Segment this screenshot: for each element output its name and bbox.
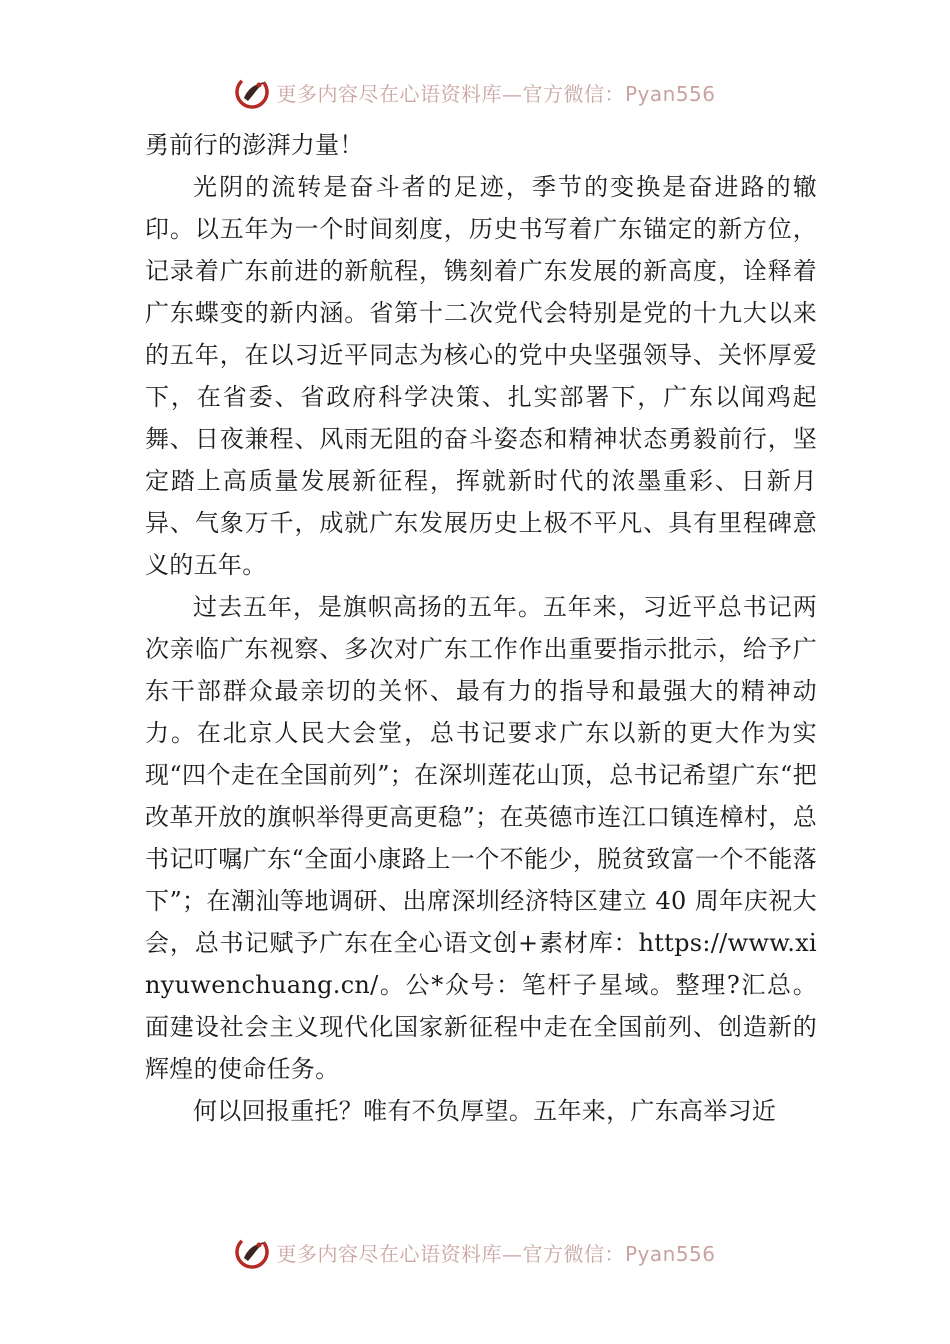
header-wechat-id: Pyan556 (624, 81, 716, 106)
header-promo (276, 78, 715, 107)
footer-banner (0, 1230, 950, 1274)
footer-promo (276, 1238, 715, 1267)
logo-icon (234, 74, 270, 110)
header-promo-text: 更多内容尽在心语资料库—官方微信： (276, 81, 625, 106)
footer-wechat-id: Pyan556 (624, 1241, 716, 1266)
paragraph-repay-trust: 何以回报重托？唯有不负厚望。五年来，广东高举习近 (193, 1097, 777, 1125)
logo-icon (234, 1234, 270, 1270)
footer-promo-text: 更多内容尽在心语资料库—官方微信： (276, 1241, 625, 1266)
paragraph-banner-high: 过去五年，是旗帜高扬的五年。五年来，习近平总书记两次亲临广东视察、多次对广东工作作出重要指示批示，给予广东干部群众最亲切的关怀、最有力的指导和最强大的精神动力。在北京人民大会堂，总书记要求广东以新的更大作为实现“四个走在全国前列”；在深圳莲花山顶，总书记希望广东“把改革开放的旗帜举得更高更稳”；在英德市连江口镇连樟村，总书记叮嘱广东“全面小康路上一个不能少，脱贫致富一个不能落下”；在潮汕等地调研、出席深圳经济特区建立 40 周年庆祝大会，总书记赋予广东在全心语文创+素材库：https://www.xinyuwenchuang.cn/。公*众号：笔杆子星域。整理?汇总。面建设社会主义现代化国家新征程中走在全国前列、创造新的辉煌的使命任务。 (145, 593, 817, 1083)
header-banner (0, 70, 950, 114)
document-body (145, 124, 817, 1132)
paragraph-continuation: 勇前行的澎湃力量！ (145, 131, 364, 159)
paragraph-time-scale: 光阴的流转是奋斗者的足迹，季节的变换是奋进路的辙印。以五年为一个时间刻度，历史书写着广东锚定的新方位，记录着广东前进的新航程，镌刻着广东发展的新高度，诠释着广东蝶变的新内涵。省第十二次党代会特别是党的十九大以来的五年，在以习近平同志为核心的党中央坚强领导、关怀厚爱下，在省委、省政府科学决策、扎实部署下，广东以闻鸡起舞、日夜兼程、风雨无阻的奋斗姿态和精神状态勇毅前行，坚定踏上高质量发展新征程，挥就新时代的浓墨重彩、日新月异、气象万千，成就广东发展历史上极不平凡、具有里程碑意义的五年。 (145, 173, 817, 579)
